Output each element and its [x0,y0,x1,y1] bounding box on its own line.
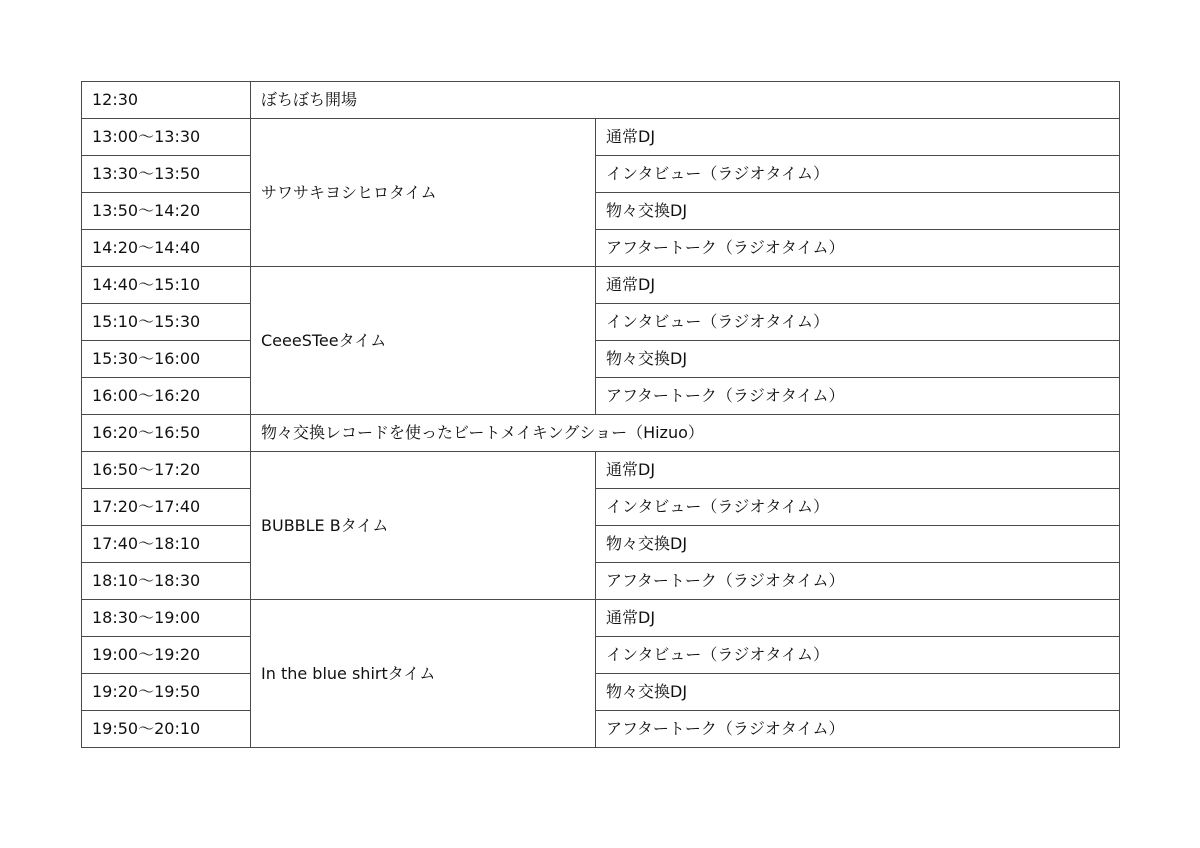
activity-cell: インタビュー（ラジオタイム） [596,156,1120,193]
table-row [82,230,1120,267]
table-row [82,415,1120,452]
time-cell: 18:30〜19:00 [82,600,251,637]
time-cell: 13:30〜13:50 [82,156,251,193]
time-cell: 17:40〜18:10 [82,526,251,563]
activity-cell: 物々交換DJ [596,674,1120,711]
table-row [82,489,1120,526]
activity-cell: アフタートーク（ラジオタイム） [596,711,1120,748]
time-cell: 16:00〜16:20 [82,378,251,415]
table-row [82,341,1120,378]
time-cell: 16:20〜16:50 [82,415,251,452]
time-cell: 15:10〜15:30 [82,304,251,341]
table-row [82,193,1120,230]
table-row [82,637,1120,674]
activity-cell: 通常DJ [596,267,1120,304]
event-cell: 物々交換レコードを使ったビートメイキングショー（Hizuo） [251,415,1120,452]
activity-cell: インタビュー（ラジオタイム） [596,637,1120,674]
activity-cell: 通常DJ [596,600,1120,637]
time-cell: 15:30〜16:00 [82,341,251,378]
schedule-table [81,81,1120,748]
table-row [82,563,1120,600]
table-row [82,674,1120,711]
segment-cell: In the blue shirtタイム [251,600,596,748]
table-row [82,711,1120,748]
table-row [82,526,1120,563]
table-row [82,82,1120,119]
time-cell: 18:10〜18:30 [82,563,251,600]
activity-cell: 物々交換DJ [596,526,1120,563]
table-row [82,304,1120,341]
time-cell: 17:20〜17:40 [82,489,251,526]
segment-cell: BUBBLE Bタイム [251,452,596,600]
time-cell: 19:20〜19:50 [82,674,251,711]
table-row [82,378,1120,415]
table-row [82,452,1120,489]
activity-cell: インタビュー（ラジオタイム） [596,304,1120,341]
table-row [82,600,1120,637]
activity-cell: アフタートーク（ラジオタイム） [596,378,1120,415]
activity-cell: アフタートーク（ラジオタイム） [596,563,1120,600]
time-cell: 14:40〜15:10 [82,267,251,304]
activity-cell: アフタートーク（ラジオタイム） [596,230,1120,267]
time-cell: 19:00〜19:20 [82,637,251,674]
time-cell: 14:20〜14:40 [82,230,251,267]
activity-cell: 物々交換DJ [596,193,1120,230]
table-row [82,267,1120,304]
segment-cell: サワサキヨシヒロタイム [251,119,596,267]
time-cell: 13:00〜13:30 [82,119,251,156]
activity-cell: 通常DJ [596,452,1120,489]
table-row [82,156,1120,193]
time-cell: 12:30 [82,82,251,119]
activity-cell: 物々交換DJ [596,341,1120,378]
activity-cell: インタビュー（ラジオタイム） [596,489,1120,526]
activity-cell: 通常DJ [596,119,1120,156]
time-cell: 13:50〜14:20 [82,193,251,230]
event-cell: ぼちぼち開場 [251,82,1120,119]
time-cell: 19:50〜20:10 [82,711,251,748]
table-row [82,119,1120,156]
time-cell: 16:50〜17:20 [82,452,251,489]
segment-cell: CeeeSTeeタイム [251,267,596,415]
